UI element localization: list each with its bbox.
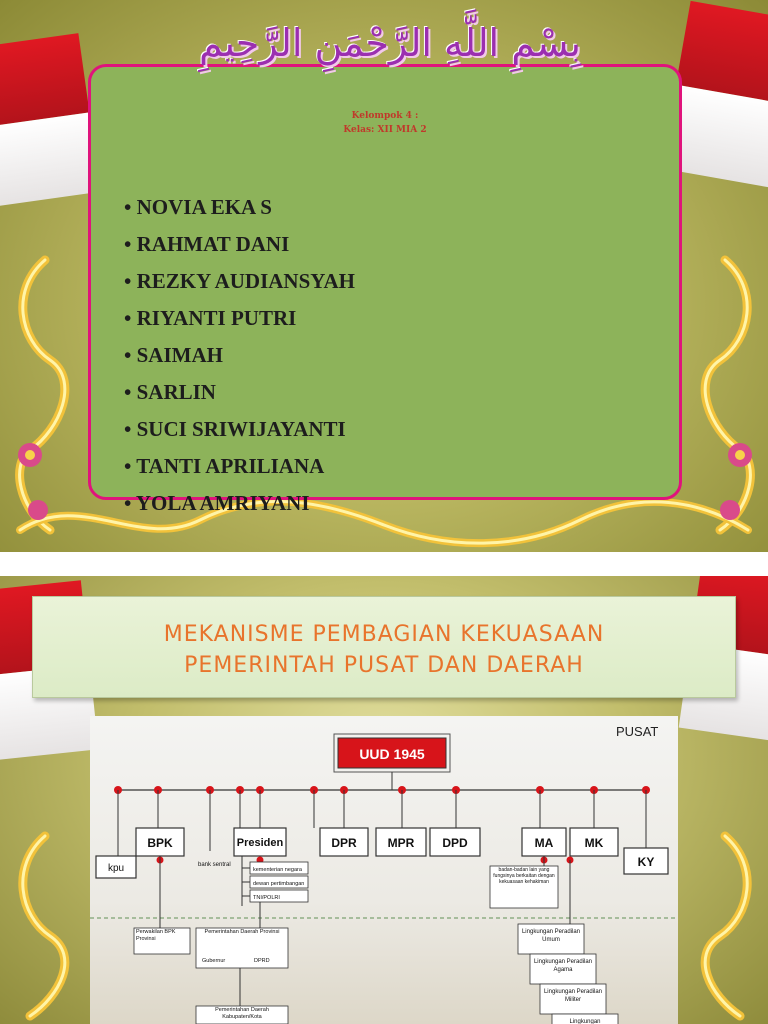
- members-list: [124, 192, 355, 525]
- kpu-label: kpu: [107, 863, 125, 874]
- dpd-label: DPD: [442, 836, 468, 850]
- ma-label: MA: [534, 836, 554, 850]
- bismillah-calligraphy: بِسْمِ اللَّهِ الرَّحْمَنِ الرَّحِيمِ: [199, 21, 581, 65]
- slide-title: [32, 596, 736, 698]
- title-line-2: PEMERINTAH PUSAT DAN DAERAH: [184, 653, 584, 678]
- title-line-1: MEKANISME PEMBAGIAN KEKUASAAN: [163, 622, 605, 647]
- kementerian-label: kementerian negara: [253, 867, 302, 873]
- list-item: • REZKY AUDIANSYAH: [124, 269, 356, 293]
- bpk-label: BPK: [147, 836, 173, 850]
- class-label: Kelas: XII MIA 2: [343, 125, 427, 135]
- list-item: • SARLIN: [124, 380, 216, 404]
- list-item: • SAIMAH: [124, 343, 223, 367]
- list-item: • TANTI APRILIANA: [124, 454, 325, 478]
- mpr-label: MPR: [387, 836, 415, 850]
- provinsi-label: Pemerintahan Daerah Provinsi: [204, 929, 280, 935]
- tni-polri-label: TNI/POLRI: [253, 895, 280, 901]
- ornament-right-icon: [680, 826, 768, 1024]
- presiden-label: Presiden: [236, 837, 284, 849]
- flag-left: [0, 33, 101, 207]
- dpr-label: DPR: [331, 836, 357, 850]
- power-structure-diagram: [90, 716, 678, 1024]
- list-item: • NOVIA EKA S: [124, 195, 272, 219]
- kabkota-label: Pemerintahan Daerah Kabupaten/Kota: [215, 1007, 269, 1020]
- ky-label: KY: [637, 855, 655, 869]
- pusat-label: PUSAT: [616, 724, 659, 739]
- uud-1945-label: UUD 1945: [359, 746, 425, 762]
- list-item: • RIYANTI PUTRI: [124, 306, 297, 330]
- gubernur-label: Gubernur: [202, 958, 226, 964]
- slide-gap: [0, 552, 768, 576]
- peradilan-umum-label: Lingkungan Peradilan Umum: [521, 929, 581, 943]
- bpk-perwakilan-label: Perwakilan BPK Provinsi: [136, 929, 176, 942]
- mk-label: MK: [584, 836, 604, 850]
- list-item: • SUCI SRIWIJAYANTI: [124, 417, 346, 441]
- dewan-label: dewan pertimbangan: [253, 881, 305, 887]
- dprd-label: DPRD: [254, 958, 270, 964]
- list-item: • RAHMAT DANI: [124, 232, 290, 256]
- group-label: Kelompok 4 :: [351, 111, 419, 121]
- ma-note: badan-badan lain yang fungsinya berkaitan dengan kekuasaan kehakiman: [493, 867, 555, 885]
- peradilan-agama-label: Lingkungan Peradilan Agama: [533, 959, 593, 973]
- ornament-left-icon: [0, 826, 90, 1024]
- peradilan-lain-label: Lingkungan: [569, 1019, 601, 1024]
- slide-2: [0, 576, 768, 1024]
- peradilan-militer-label: Lingkungan Peradilan Militer: [543, 989, 603, 1003]
- bank-sentral-label: bank sentral: [198, 862, 231, 868]
- list-item: • YOLA AMRIYANI: [124, 491, 310, 515]
